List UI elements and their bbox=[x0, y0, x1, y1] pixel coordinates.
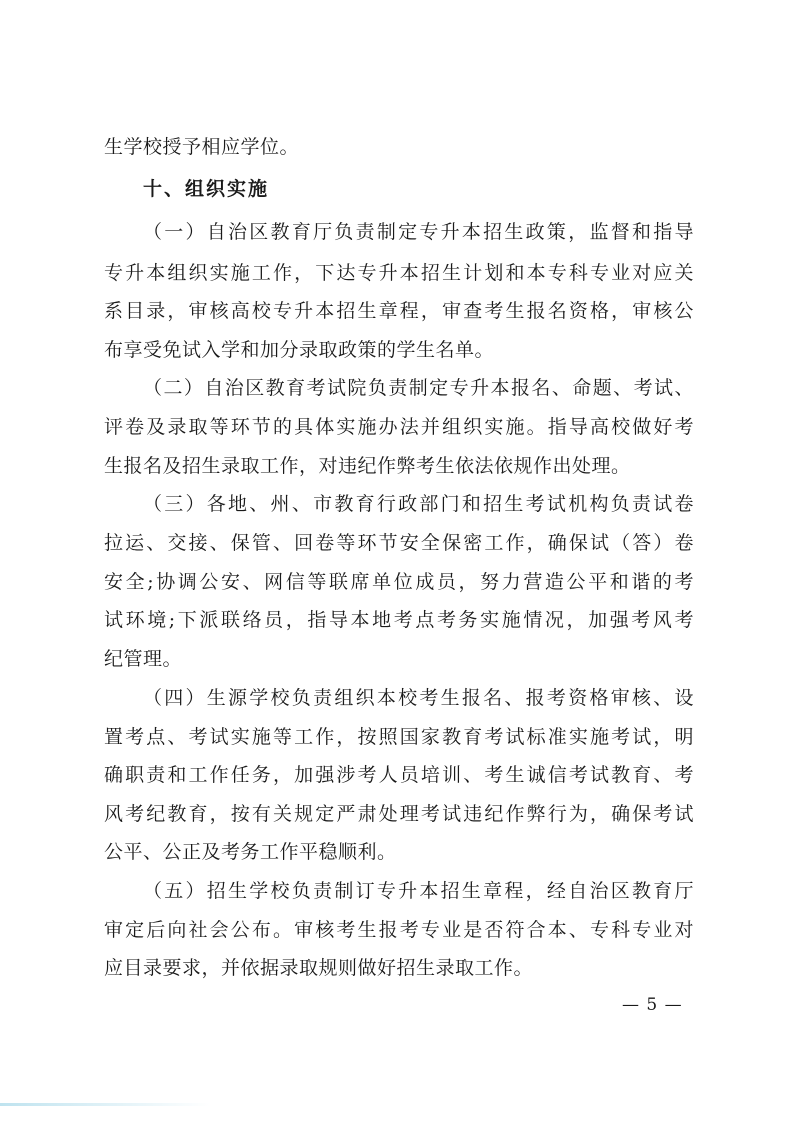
text-line: （三）各地、州、市教育行政部门和招生考试机构负责试卷 bbox=[143, 493, 694, 515]
text-line: 确职责和工作任务，加强涉考人员培训、考生诚信考试教育、考 bbox=[104, 764, 694, 786]
text-line: （一）自治区教育厅负责制定专升本招生政策，监督和指导 bbox=[143, 221, 694, 243]
text-line: 风考纪教育，按有关规定严肃处理考试违纪作弊行为，确保考试 bbox=[104, 803, 694, 825]
text-line: 公平、公正及考务工作平稳顺利。 bbox=[104, 841, 397, 863]
text-line: （四）生源学校负责组织本校考生报名、报考资格审核、设 bbox=[143, 687, 694, 709]
text-line: 应目录要求，并依据录取规则做好招生录取工作。 bbox=[104, 957, 534, 979]
text-line: 纪管理。 bbox=[104, 648, 183, 670]
text-line: 系目录，审核高校专升本招生章程，审查考生报名资格，审核公 bbox=[104, 300, 694, 322]
text-line: 置考点、考试实施等工作，按照国家教育考试标准实施考试，明 bbox=[104, 726, 694, 748]
text-line: 拉运、交接、保管、回卷等环节安全保密工作，确保试（答）卷 bbox=[104, 532, 694, 554]
page-number: — 5 — bbox=[622, 995, 683, 1015]
text-line: 试环境;下派联络员，指导本地考点考务实施情况，加强考风考 bbox=[104, 609, 694, 631]
text-line: （五）招生学校负责制订专升本招生章程，经自治区教育厅 bbox=[143, 880, 694, 902]
text-line: 生报名及招生录取工作，对违纪作弊考生依法依规作出处理。 bbox=[104, 455, 631, 477]
section-heading: 十、组织实施 bbox=[143, 178, 270, 200]
text-line: 生学校授予相应学位。 bbox=[104, 136, 300, 158]
text-line: 评卷及录取等环节的具体实施办法并组织实施。指导高校做好考 bbox=[104, 416, 694, 438]
text-line: 审定后向社会公布。审核考生报考专业是否符合本、专科专业对 bbox=[104, 919, 694, 941]
text-line: 安全;协调公安、网信等联席单位成员，努力营造公平和谐的考 bbox=[104, 571, 694, 593]
text-line: 布享受免试入学和加分录取政策的学生名单。 bbox=[104, 339, 495, 361]
text-line: 专升本组织实施工作，下达专升本招生计划和本专科专业对应关 bbox=[104, 262, 694, 284]
text-line: （二）自治区教育考试院负责制定专升本报名、命题、考试、 bbox=[143, 377, 694, 399]
scan-edge-mark bbox=[0, 1103, 210, 1106]
